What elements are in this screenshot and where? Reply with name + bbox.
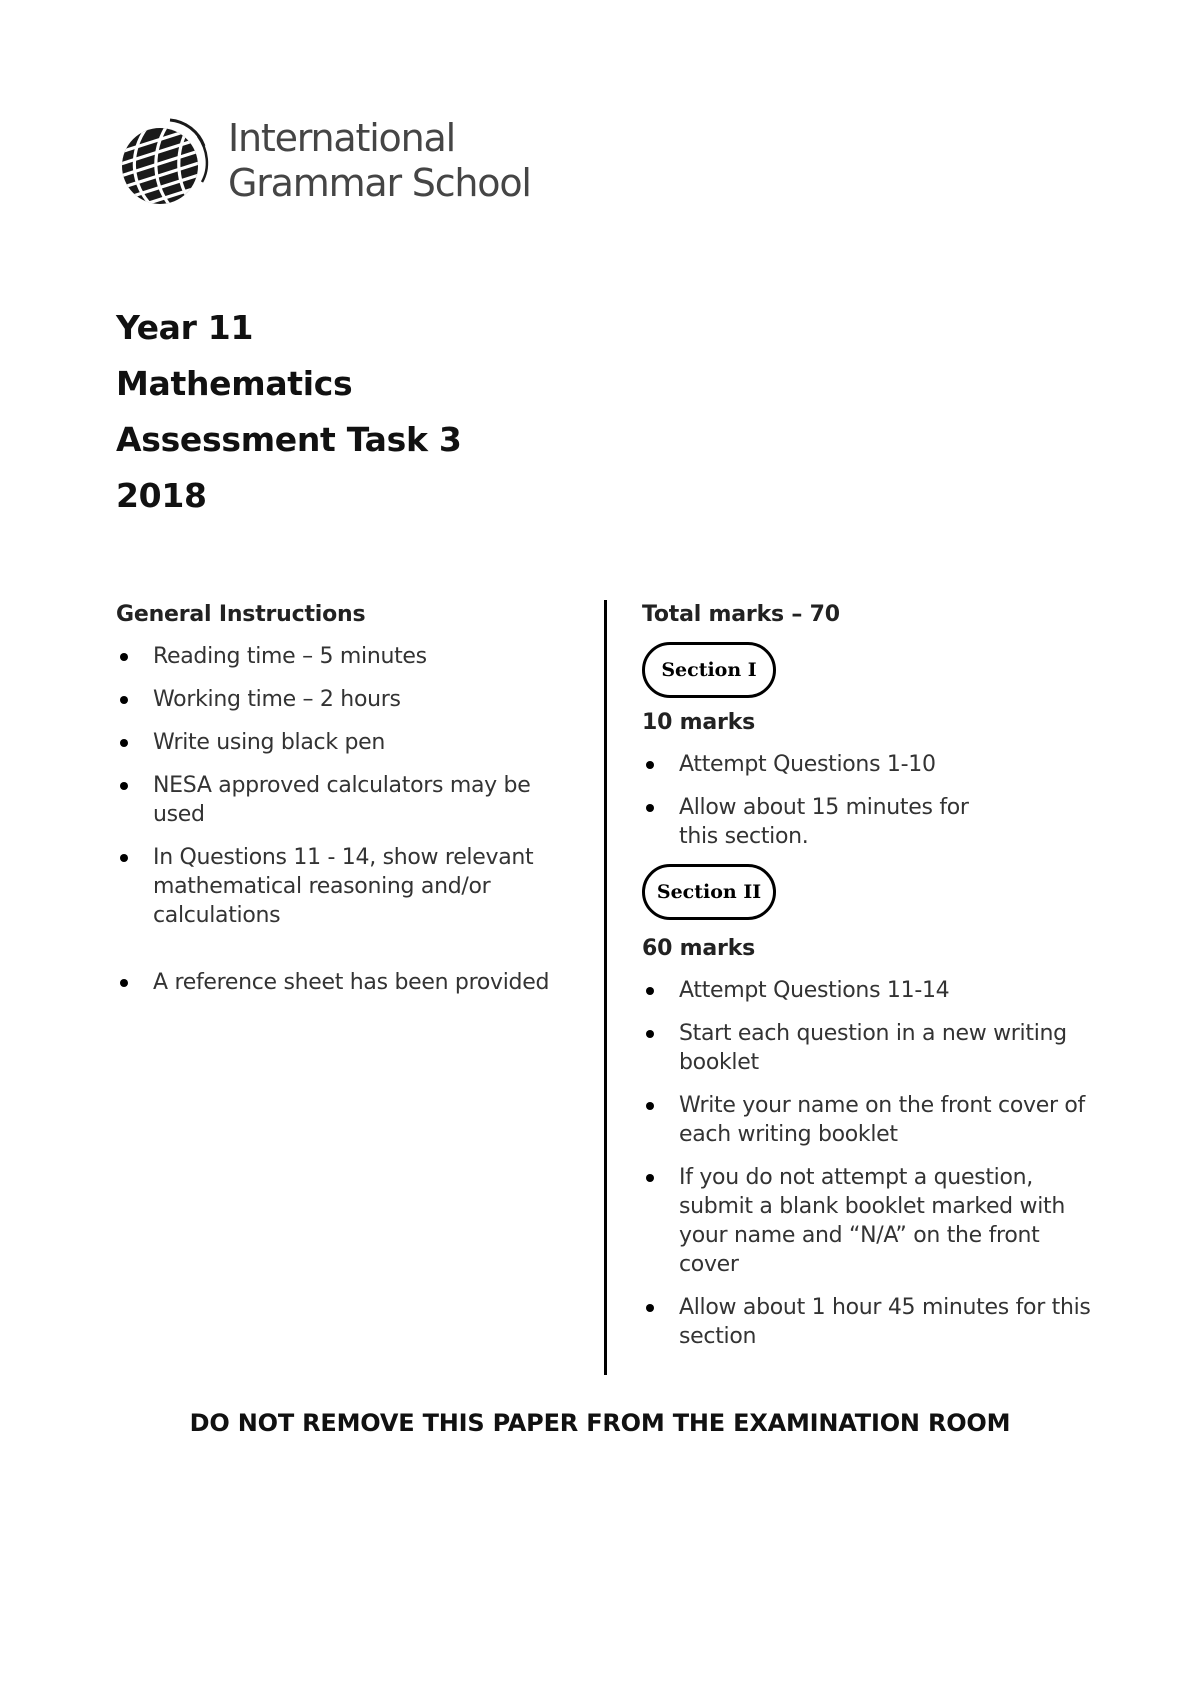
school-name-line1: International: [228, 116, 455, 160]
section-two-list: [642, 976, 1102, 1351]
general-instructions-list: [116, 642, 586, 997]
title-subject: Mathematics: [116, 364, 353, 403]
section-one-marks: 10 marks: [642, 710, 756, 735]
title-exam-year: 2018: [116, 476, 207, 515]
school-name: [228, 116, 531, 206]
column-divider: [604, 600, 607, 1375]
list-item: A reference sheet has been provided: [116, 968, 586, 997]
general-instructions-heading: General Instructions: [116, 602, 366, 627]
list-item: Working time – 2 hours: [116, 685, 586, 714]
general-instructions: [116, 598, 586, 997]
list-item: Reading time – 5 minutes: [116, 642, 586, 671]
list-item: In Questions 11 - 14, show relevant mathematical reasoning and/or calculations: [116, 843, 543, 930]
list-item: If you do not attempt a question, submit a blank booklet marked with your name and “N/A” on the front cover: [642, 1163, 1089, 1279]
globe-logo-icon: [118, 116, 210, 208]
exam-room-warning: DO NOT REMOVE THIS PAPER FROM THE EXAMINATION ROOM: [189, 1409, 1011, 1437]
school-name-line2: Grammar School: [228, 161, 531, 205]
list-item: Allow about 15 minutes for this section.: [642, 793, 1009, 851]
list-item: Start each question in a new writing booklet: [642, 1019, 1069, 1077]
section-one-list: [642, 750, 1102, 851]
list-item: Attempt Questions 11-14: [642, 976, 1102, 1005]
school-logo: [118, 112, 538, 212]
list-item: Write using black pen: [116, 728, 586, 757]
list-item: Attempt Questions 1-10: [642, 750, 1102, 779]
section-two-marks: 60 marks: [642, 936, 756, 961]
title-year: Year 11: [116, 308, 254, 347]
list-item: Allow about 1 hour 45 minutes for this section: [642, 1293, 1099, 1351]
section-two-badge: Section II: [642, 864, 776, 920]
title-task: Assessment Task 3: [116, 420, 462, 459]
section-one-badge: Section I: [642, 642, 776, 698]
marks-breakdown: [642, 598, 1102, 1351]
total-marks: Total marks – 70: [642, 602, 840, 627]
list-item: NESA approved calculators may be used: [116, 771, 586, 829]
list-item: Write your name on the front cover of each writing booklet: [642, 1091, 1099, 1149]
exam-title-block: [116, 300, 461, 524]
